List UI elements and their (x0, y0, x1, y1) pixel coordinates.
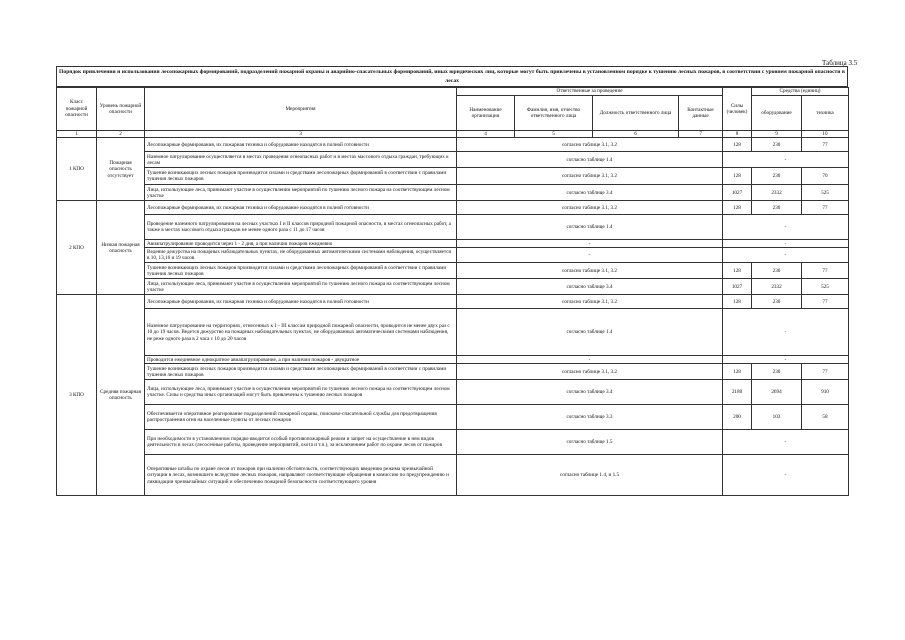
resources-cell: - (723, 309, 849, 356)
table-row (57, 380, 849, 405)
header-measures: Мероприятия (145, 88, 457, 131)
responsible-ref-cell: согласно таблице 3.1, 3.2 (457, 263, 723, 279)
resources-cell: - (723, 356, 849, 364)
responsible-ref-cell: согласно таблице 3.1, 3.2 (457, 295, 723, 309)
forces-cell: 1027 (723, 185, 752, 201)
column-number: 4 (457, 131, 515, 138)
responsible-ref-cell: согласно таблице 3.1, 3.2 (457, 168, 723, 185)
measure-cell: Лица, использующие леса, принимают участие в осуществлении мероприятий по тушению лесного пожара на соответствующем лесном участке (145, 185, 457, 201)
measure-cell: Наземное патрулирование осуществляется в местах проведения огнеопасных работ и в местах массового отдыха граждан, требующих к лесам (145, 152, 457, 168)
machinery-cell: 910 (802, 380, 849, 405)
responsible-ref-cell: согласно таблице 3.1, 3.2 (457, 364, 723, 380)
forces-cell: 200 (723, 405, 752, 430)
column-number: 5 (515, 131, 593, 138)
resources-cell: - (723, 248, 849, 263)
responsible-ref-cell: согласно таблице 3.4 (457, 380, 723, 405)
table-row (57, 263, 849, 279)
fire-measures-table (56, 87, 849, 496)
measure-cell: Лесопожарные формирования, их пожарная техника и оборудование находятся в полной готовности (145, 201, 457, 215)
table-row (57, 240, 849, 248)
machinery-cell: 525 (802, 185, 849, 201)
table-row (57, 455, 849, 496)
table-row (57, 215, 849, 240)
forces-cell: 128 (723, 263, 752, 279)
equipment-cell: 2694 (752, 380, 802, 405)
resources-cell: - (723, 455, 849, 496)
column-number: 2 (97, 131, 145, 138)
measure-cell: Тушение возникающих лесных пожаров производится силами и средствами лесопожарных формирований в соответствии с правилами тушения лесных пожаров (145, 168, 457, 185)
responsible-ref-cell: согласно таблице 1.5 (457, 430, 723, 455)
equipment-cell: 230 (752, 201, 802, 215)
forces-cell: 2180 (723, 380, 752, 405)
responsible-ref-cell: согласно таблице 3.4 (457, 185, 723, 201)
table-row (57, 430, 849, 455)
responsible-ref-cell: - (457, 356, 723, 364)
resources-cell: - (723, 240, 849, 248)
table-number: Таблица 3.5 (822, 59, 858, 67)
equipment-cell: 103 (752, 405, 802, 430)
header-equipment: оборудование (752, 96, 802, 131)
machinery-cell: 77 (802, 364, 849, 380)
equipment-cell: 230 (752, 138, 802, 152)
resources-cell: - (723, 215, 849, 240)
forces-cell: 128 (723, 201, 752, 215)
resources-cell: - (723, 430, 849, 455)
measure-cell: Оперативные штабы по охране лесов от пожаров при наличии обстоятельств, соответствующих введению режима чрезвычайной ситуации в лесах, возникшего вследствие лесных пожаров, направляют соответствующие обращения в комиссию по предупреждению и ликвидации чрезвычайных ситуаций и обеспечению пожарной безопасности соответствующего уровня (145, 455, 457, 496)
header-responsible: Ответственные за проведение (457, 88, 723, 96)
forces-cell: 128 (723, 364, 752, 380)
responsible-ref-cell: согласно таблице 3.1, 3.2 (457, 138, 723, 152)
machinery-cell: 70 (802, 168, 849, 185)
forces-cell: 128 (723, 168, 752, 185)
table-row (57, 201, 849, 215)
table-row (57, 309, 849, 356)
machinery-cell: 77 (802, 201, 849, 215)
table-row (57, 138, 849, 152)
column-number: 9 (752, 131, 802, 138)
equipment-cell: 230 (752, 295, 802, 309)
header-means: Средства (единиц) (752, 88, 849, 96)
machinery-cell: 525 (802, 279, 849, 295)
header-fio: Фамилия, имя, отчество ответственного лица (515, 96, 593, 131)
table-row (57, 185, 849, 201)
forces-cell: 1027 (723, 279, 752, 295)
header-forces: Силы (человек) (723, 88, 752, 131)
header-contacts: Контактные данные (679, 96, 723, 131)
column-number: 7 (679, 131, 723, 138)
machinery-cell: 58 (802, 405, 849, 430)
measure-cell: Наземное патрулирование на территориях, отнесенных к I – III классам природной пожарной опасности, проводится не менее двух раз с 10 до 19 часов. Ведется дежурство на пожарных наблюдательных пунктах, не оборудованных автоматическими системами наблюдения, не реже одного раза в 2 часа с 10 до 20 часов (145, 309, 457, 356)
column-number: 3 (145, 131, 457, 138)
table-row (57, 364, 849, 380)
fire-level-cell: Пожарная опасность отсутствует (97, 138, 145, 201)
table-caption: Порядок привлечения и использования лесопожарных формирований, подразделений пожарной охраны и аварийно-спасательных формирований, иных юридических лиц, которые могут быть привлечены в установленном порядке к тушению лесных пожаров, в соответствии с уровнем пожарной опасности в лесах (56, 66, 848, 87)
measure-cell: Проведение наземного патрулирования на лесных участках I и II классов природной пожарной опасности, в местах огнеопасных работ, а также в местах массового отдыха граждан не менее одного раза с 11 до 17 часов (145, 215, 457, 240)
fire-level-cell: Низкая пожарная опасность (97, 201, 145, 295)
responsible-ref-cell: согласно таблице 3.4 (457, 279, 723, 295)
header-org-name: Наименование организации (457, 96, 515, 131)
responsible-ref-cell: согласно таблице 1.4 (457, 152, 723, 168)
responsible-ref-cell: согласно таблице 3.3 (457, 405, 723, 430)
machinery-cell: 77 (802, 138, 849, 152)
machinery-cell: 77 (802, 295, 849, 309)
table-row (57, 168, 849, 185)
fire-class-cell: 2 КПО (57, 201, 97, 295)
measure-cell: Авиапатрулирование проводится через 1 - 2 дня, а при наличии пожаров ежедневно (145, 240, 457, 248)
header-position: Должность ответственного лица (593, 96, 679, 131)
measure-cell: Тушение возникающих лесных пожаров производится силами и средствами лесопожарных формирований в соответствии с правилами тушения лесных пожаров (145, 263, 457, 279)
equipment-cell: 230 (752, 168, 802, 185)
equipment-cell: 230 (752, 263, 802, 279)
table-row (57, 295, 849, 309)
header-level: Уровень пожарной опасности (97, 88, 145, 131)
measure-cell: Лица, использующие леса, принимают участие в осуществлении мероприятий по тушению лесного пожара на соответствующем лесном участке (145, 279, 457, 295)
equipment-cell: 2332 (752, 185, 802, 201)
measure-cell: Ведение дежурства на пожарных наблюдательных пунктах, не оборудованных автоматическими системами наблюдения, осуществляется в 10, 13,16 и 19 часов (145, 248, 457, 263)
header-machinery: техника (802, 96, 849, 131)
column-number: 1 (57, 131, 97, 138)
column-number: 8 (723, 131, 752, 138)
table-row (57, 248, 849, 263)
fire-class-cell: 3 КПО (57, 295, 97, 496)
forces-cell: 128 (723, 138, 752, 152)
responsible-ref-cell: согласно таблице 1.4, и 1.5 (457, 455, 723, 496)
responsible-ref-cell: - (457, 248, 723, 263)
measure-cell: Лица, использующие леса, принимают участие в осуществлении мероприятий по тушению лесного пожара на соответствующем лесном участке. Силы и средства иных организаций могут быть привлечены к тушению лесных пожаров (145, 380, 457, 405)
table-row (57, 356, 849, 364)
machinery-cell: 77 (802, 263, 849, 279)
measure-cell: Лесопожарные формирования, их пожарная техника и оборудование находятся в полной готовности (145, 138, 457, 152)
column-number: 6 (593, 131, 679, 138)
measure-cell: Лесопожарные формирования, их пожарная техника и оборудование находятся в полной готовности (145, 295, 457, 309)
measure-cell: Обеспечивается оперативное реагирование подразделений пожарной охраны, поисково-спасательной службы для предотвращения распространения огня на населенные пункты от лесных пожаров (145, 405, 457, 430)
measure-cell: При необходимости в установленном порядке вводится особый противопожарный режим и запрет на осуществление в нем видов деятельности в лесах (лесосечные работы, проведение мероприятий, охота и т.п.), за исключением работ по охране лесов от пожаров (145, 430, 457, 455)
equipment-cell: 230 (752, 364, 802, 380)
header-class: Класс пожарной опасности (57, 88, 97, 131)
measure-cell: Тушение возникающих лесных пожаров производится силами и средствами лесопожарных формирований в соответствии с правилами тушения лесных пожаров (145, 364, 457, 380)
responsible-ref-cell: согласно таблице 1.4 (457, 215, 723, 240)
column-number: 10 (802, 131, 849, 138)
table-row (57, 152, 849, 168)
fire-level-cell: Средняя пожарная опасность (97, 295, 145, 496)
measure-cell: Проводится ежедневное однократное авиапатрулирование, а при наличии пожаров - двукратное (145, 356, 457, 364)
resources-cell: - (723, 152, 849, 168)
table-row (57, 405, 849, 430)
fire-class-cell: 1 КПО (57, 138, 97, 201)
responsible-ref-cell: согласно таблице 1.4 (457, 309, 723, 356)
table-row (57, 279, 849, 295)
forces-cell: 128 (723, 295, 752, 309)
equipment-cell: 2332 (752, 279, 802, 295)
responsible-ref-cell: согласно таблице 3.1, 3.2 (457, 201, 723, 215)
responsible-ref-cell: - (457, 240, 723, 248)
